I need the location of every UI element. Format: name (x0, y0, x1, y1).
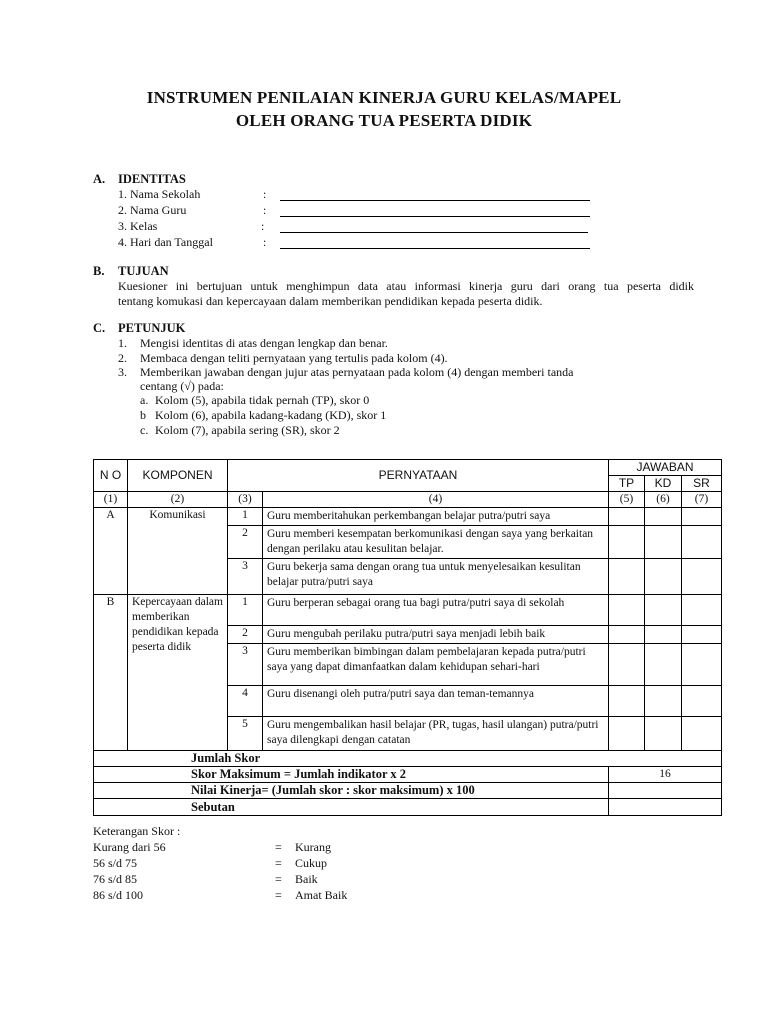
skor-maksimum-value: 16 (609, 767, 722, 783)
answer-cell-tp[interactable] (609, 595, 645, 626)
answer-cell-tp[interactable] (609, 644, 645, 686)
petunjuk-subitem-letter: c. (140, 423, 149, 437)
summary-row (94, 783, 722, 799)
document-title-line2: OLEH ORANG TUA PESERTA DIDIK (235, 111, 533, 130)
answer-cell-kd[interactable] (645, 686, 682, 717)
petunjuk-item-text: Membaca dengan teliti pernyataan yang tertulis pada kolom (4). (140, 351, 448, 365)
column-number: (5) (609, 492, 645, 508)
score-label: Baik (295, 872, 318, 886)
column-number: (4) (263, 492, 609, 508)
identitas-field-label: 4. Hari dan Tanggal (118, 235, 213, 249)
answer-cell-sr[interactable] (682, 686, 722, 717)
score-range: 56 s/d 75 (93, 856, 138, 870)
tujuan-line: Kuesioner ini bertujuan untuk menghimpun data atau informasi kinerja guru dari orang tua peserta didik (118, 279, 694, 293)
summary-row (94, 767, 722, 783)
header-komponen: KOMPONEN (128, 460, 228, 492)
column-number: (3) (228, 492, 263, 508)
answer-cell-kd[interactable] (645, 626, 682, 644)
answer-cell-sr[interactable] (682, 526, 722, 559)
identitas-field-label: 2. Nama Guru (118, 203, 187, 217)
header-kd: KD (645, 476, 682, 492)
header-tp: TP (609, 476, 645, 492)
statement-text: Guru mengubah perilaku putra/putri saya menjadi lebih baik (263, 626, 609, 644)
score-label: Kurang (295, 840, 331, 854)
nama-sekolah-field[interactable] (280, 200, 590, 201)
identitas-field-colon: : (263, 235, 267, 249)
kelas-field[interactable] (280, 232, 588, 233)
score-range: 86 s/d 100 (93, 888, 144, 902)
score-equals: = (275, 856, 282, 870)
jumlah-skor-label: Jumlah Skor (94, 751, 722, 767)
statement-text: Guru memberitahukan perkembangan belajar putra/putri saya (263, 508, 609, 526)
identitas-field-colon: : (261, 219, 265, 233)
sebutan-value[interactable] (609, 799, 722, 816)
column-number: (1) (94, 492, 128, 508)
group-letter: B (94, 595, 128, 751)
tujuan-paragraph (118, 279, 694, 309)
item-number: 3 (228, 559, 263, 595)
identitas-field-label: 1. Nama Sekolah (118, 187, 201, 201)
statement-text: Guru mengembalikan hasil belajar (PR, tugas, hasil ulangan) putra/putri saya dilengkapi dengan catatan (263, 717, 609, 751)
petunjuk-item-continuation: centang (√) pada: (140, 379, 224, 393)
score-equals: = (275, 888, 282, 902)
identitas-field-label: 3. Kelas (118, 219, 158, 233)
petunjuk-item-number: 3. (118, 365, 127, 379)
header-jawaban: JAWABAN (609, 460, 722, 476)
petunjuk-item-text: Mengisi identitas di atas dengan lengkap dan benar. (140, 336, 388, 350)
petunjuk-subitem-letter: a. (140, 393, 149, 407)
sebutan-label: Sebutan (94, 799, 609, 816)
section-letter: A. (93, 172, 106, 186)
score-label: Cukup (295, 856, 328, 870)
section-letter: B. (93, 264, 105, 278)
answer-cell-kd[interactable] (645, 644, 682, 686)
statement-text: Guru memberi kesempatan berkomunikasi dengan saya yang berkaitan dengan perilaku atau kesulitan belajar. (263, 526, 609, 559)
answer-cell-kd[interactable] (645, 526, 682, 559)
identitas-field-colon: : (263, 187, 267, 201)
answer-cell-tp[interactable] (609, 526, 645, 559)
petunjuk-item-number: 1. (118, 336, 127, 350)
hari-tanggal-field[interactable] (280, 248, 590, 249)
statement-text: Guru berperan sebagai orang tua bagi putra/putri saya di sekolah (263, 595, 609, 626)
answer-cell-kd[interactable] (645, 595, 682, 626)
petunjuk-item-number: 2. (118, 351, 127, 365)
item-number: 4 (228, 686, 263, 717)
petunjuk-subitem-text: Kolom (5), apabila tidak pernah (TP), skor 0 (155, 393, 370, 407)
nilai-kinerja-label: Nilai Kinerja= (Jumlah skor : skor maksimum) x 100 (94, 783, 609, 799)
item-number: 1 (228, 595, 263, 626)
identitas-field-colon: : (263, 203, 267, 217)
summary-row (94, 751, 722, 767)
answer-cell-kd[interactable] (645, 717, 682, 751)
section-heading: PETUNJUK (118, 321, 186, 335)
header-pernyataan: PERNYATAAN (228, 460, 609, 492)
item-number: 3 (228, 644, 263, 686)
score-equals: = (275, 840, 282, 854)
answer-cell-tp[interactable] (609, 626, 645, 644)
section-heading: TUJUAN (118, 264, 169, 278)
answer-cell-sr[interactable] (682, 626, 722, 644)
item-number: 2 (228, 626, 263, 644)
nilai-kinerja-value[interactable] (609, 783, 722, 799)
skor-maksimum-label: Skor Maksimum = Jumlah indikator x 2 (94, 767, 609, 783)
statement-text: Guru disenangi oleh putra/putri saya dan teman-temannya (263, 686, 609, 717)
answer-cell-sr[interactable] (682, 717, 722, 751)
answer-cell-tp[interactable] (609, 717, 645, 751)
column-number: (2) (128, 492, 228, 508)
petunjuk-subitem-text: Kolom (7), apabila sering (SR), skor 2 (155, 423, 340, 437)
answer-cell-tp[interactable] (609, 508, 645, 526)
statement-text: Guru bekerja sama dengan orang tua untuk menyelesaikan kesulitan belajar putra/putri saya (263, 559, 609, 595)
header-sr: SR (682, 476, 722, 492)
answer-cell-tp[interactable] (609, 559, 645, 595)
summary-row (94, 799, 722, 816)
table-row (94, 508, 722, 526)
header-no: N O (94, 460, 128, 492)
group-letter: A (94, 508, 128, 595)
table-row (94, 595, 722, 626)
section-heading: IDENTITAS (118, 172, 186, 186)
petunjuk-item-text: Memberikan jawaban dengan jujur atas pernyataan pada kolom (4) dengan memberi tanda (140, 365, 574, 379)
assessment-table (93, 459, 722, 816)
petunjuk-subitem-text: Kolom (6), apabila kadang-kadang (KD), skor 1 (155, 408, 387, 422)
score-range: Kurang dari 56 (93, 840, 166, 854)
keterangan-heading: Keterangan Skor : (93, 824, 181, 838)
score-range: 76 s/d 85 (93, 872, 138, 886)
column-number: (6) (645, 492, 682, 508)
score-equals: = (275, 872, 282, 886)
column-number: (7) (682, 492, 722, 508)
answer-cell-sr[interactable] (682, 508, 722, 526)
group-komponen: Kepercayaan dalam memberikan pendidikan kepada peserta didik (128, 595, 228, 751)
nama-guru-field[interactable] (280, 216, 590, 217)
petunjuk-subitem-letter: b (140, 408, 146, 422)
tujuan-line: tentang komukasi dan kepercayaan dalam memberikan pendidikan kepada peserta didik. (118, 294, 543, 308)
answer-cell-sr[interactable] (682, 595, 722, 626)
statement-text: Guru memberikan bimbingan dalam pembelajaran kepada putra/putri saya yang dapat dimanfaatkan dalam kehidupan sehari-hari (263, 644, 609, 686)
item-number: 1 (228, 508, 263, 526)
document-title-line1: INSTRUMEN PENILAIAN KINERJA GURU KELAS/MAPEL (146, 88, 622, 107)
answer-cell-kd[interactable] (645, 508, 682, 526)
item-number: 5 (228, 717, 263, 751)
answer-cell-tp[interactable] (609, 686, 645, 717)
item-number: 2 (228, 526, 263, 559)
group-komponen: Komunikasi (128, 508, 228, 595)
section-letter: C. (93, 321, 106, 335)
answer-cell-sr[interactable] (682, 559, 722, 595)
answer-cell-sr[interactable] (682, 644, 722, 686)
answer-cell-kd[interactable] (645, 559, 682, 595)
score-label: Amat Baik (295, 888, 348, 902)
